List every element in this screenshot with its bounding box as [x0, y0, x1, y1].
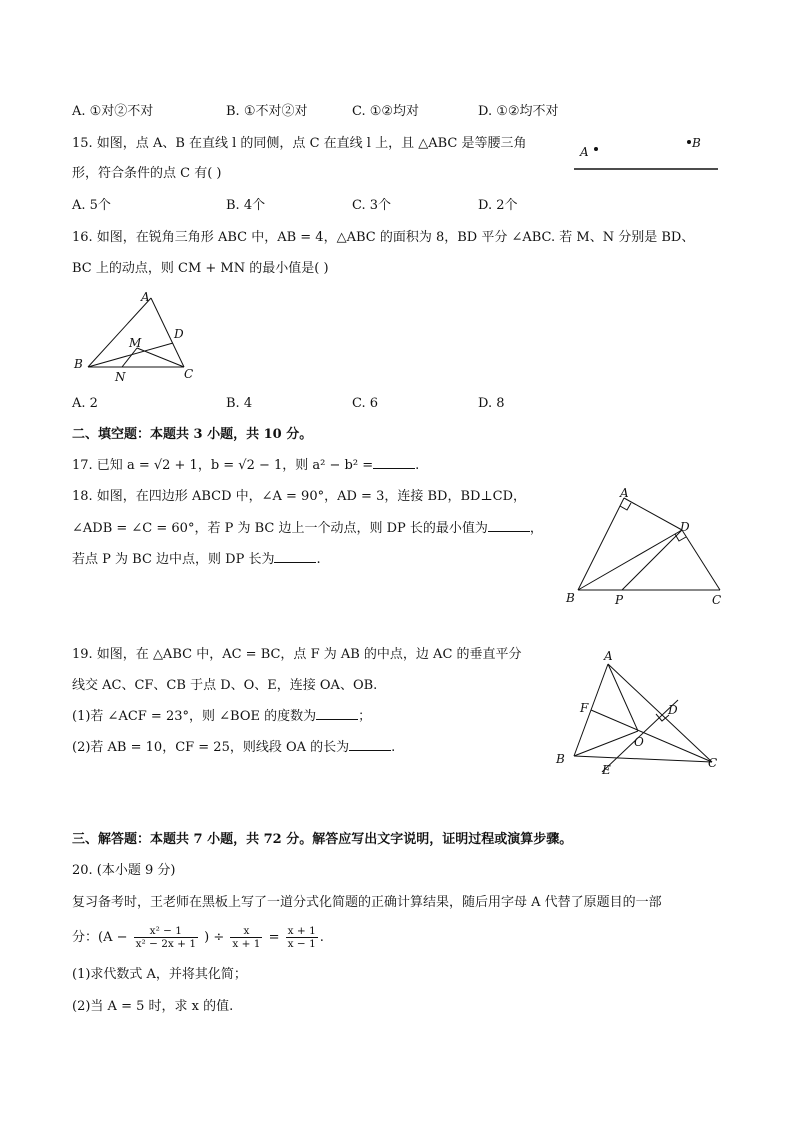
q20-heading: 20. (本小题 9 分): [72, 863, 176, 878]
q17-text-pre: 17. 已知 a = √2 + 1，b = √2 − 1，则 a² − b² =: [72, 458, 374, 473]
q18-text-line3-pre: 若点 P 为 BC 边中点，则 DP 长为: [72, 552, 275, 567]
q19-side-bc: [574, 756, 712, 762]
q18-answer-blank-2[interactable]: [274, 550, 316, 563]
q19-label-o: O: [634, 735, 644, 749]
q18-label-a: A: [620, 486, 629, 500]
q20-fraction-2-denominator: x + 1: [232, 938, 261, 950]
q18-side-ad: [624, 498, 682, 530]
section3-heading: 三、解答题：本题共 7 小题，共 72 分。解答应写出文字说明，证明过程或演算步骤。: [72, 832, 573, 847]
q19-side-ac: [608, 664, 712, 762]
q19-answer-blank-1[interactable]: [316, 707, 358, 720]
q19-label-a: A: [604, 649, 613, 663]
q15-text-line2: 形，符合条件的点 C 有( ): [72, 166, 222, 181]
q16-figure: [70, 286, 200, 386]
q15-label-b: B: [692, 136, 701, 150]
q19-text-line4: [72, 738, 395, 758]
q17-text-post: .: [415, 458, 420, 473]
q16-segment-cm: [137, 348, 184, 367]
q15-point-a: [594, 147, 598, 151]
q19-label-e: E: [602, 763, 611, 777]
q18-side-dc: [682, 530, 720, 590]
q20-fraction-3-denominator: x − 1: [287, 938, 316, 950]
q18-text-line2-post: ，: [529, 521, 543, 536]
q20-fraction-3-numerator: x + 1: [287, 925, 316, 937]
q16-label-d: D: [174, 327, 184, 341]
q20-fraction-3: [286, 925, 318, 950]
q18-answer-blank-1[interactable]: [488, 519, 530, 532]
q15-text-line1: 15. 如图，点 A、B 在直线 l 的同侧，点 C 在直线 l 上，且 △ABC 是等腰三角: [72, 136, 527, 151]
q14-option-a: A. ①对②不对: [72, 104, 154, 119]
q16-text-line2: BC 上的动点，则 CM + MN 的最小值是( ): [72, 261, 329, 276]
q19-label-c: C: [708, 756, 718, 770]
q16-label-n: N: [115, 370, 126, 384]
q19-text-line1: 19. 如图，在 △ABC 中，AC = BC，点 F 为 AB 的中点，边 AC 的垂直平分: [72, 647, 522, 662]
q15-figure: [568, 128, 728, 178]
q18-right-angle-a: [620, 503, 631, 510]
q16-side-ab: [88, 298, 151, 367]
q19-text-line4-pre: (2)若 AB = 10，CF = 25，则线段 OA 的长为: [72, 740, 350, 755]
q15-option-a: A. 5个: [72, 198, 111, 213]
q14-option-c: C. ①②均对: [352, 104, 420, 119]
q18-text-line2-pre: ∠ADB = ∠C = 60°，若 P 为 BC 边上一个动点，则 DP 长的最小值为: [72, 521, 488, 536]
q18-figure: [562, 484, 732, 610]
q16-label-a: A: [141, 290, 150, 304]
q20-fraction-1-denominator: x² − 2x + 1: [135, 938, 197, 950]
q18-text-line3-post: .: [316, 552, 321, 567]
q19-text-line4-post: .: [391, 740, 396, 755]
q18-text-line1: 18. 如图，在四边形 ABCD 中，∠A = 90°，AD = 3，连接 BD，BD⊥CD，: [72, 489, 527, 504]
q15-option-d: D. 2个: [478, 198, 518, 213]
q17-answer-blank[interactable]: [373, 456, 415, 469]
q19-text-line3-pre: (1)若 ∠ACF = 23°，则 ∠BOE 的度数为: [72, 709, 317, 724]
q15-option-c: C. 3个: [352, 198, 392, 213]
q20-subquestion-1: (1)求代数式 A，并将其化简；: [72, 967, 247, 982]
q18-label-p: P: [615, 593, 624, 607]
q15-option-b: B. 4个: [226, 198, 266, 213]
q19-label-f: F: [580, 701, 589, 715]
q20-expression-divide: ) ÷: [204, 930, 225, 945]
q19-label-d: D: [668, 703, 678, 717]
q14-option-d: D. ①②均不对: [478, 104, 559, 119]
q18-label-d: D: [680, 520, 690, 534]
q16-text-line1: 16. 如图，在锐角三角形 ABC 中，AB = 4，△ABC 的面积为 8，BD 平分 ∠ABC. 若 M、N 分别是 BD、: [72, 230, 695, 245]
q19-segment-ob: [574, 731, 638, 756]
q19-figure: [554, 644, 734, 780]
q20-expression-line: [72, 925, 324, 951]
q16-label-b: B: [74, 357, 83, 371]
q15-label-a: A: [580, 145, 589, 159]
q16-option-b: B. 4: [226, 396, 253, 411]
q16-label-m: M: [129, 336, 142, 350]
q16-segment-mn: [122, 348, 137, 367]
q19-answer-blank-2[interactable]: [349, 738, 391, 751]
q14-option-b: B. ①不对②对: [226, 104, 308, 119]
q17-text: [72, 456, 419, 476]
q18-label-b: B: [566, 591, 575, 605]
q20-fraction-1-numerator: x² − 1: [134, 925, 198, 938]
q16-option-a: A. 2: [72, 396, 98, 411]
q18-text-line2: [72, 519, 543, 539]
q20-expression-equals: =: [268, 930, 280, 945]
q20-fraction-2-numerator: x: [230, 925, 262, 938]
q20-expression-start: 分：(A −: [72, 930, 128, 945]
q20-fraction-2: [230, 925, 262, 950]
q19-segment-oa: [608, 664, 638, 731]
q19-segment-cf: [591, 710, 712, 762]
q16-option-d: D. 8: [478, 396, 505, 411]
q19-label-b: B: [556, 752, 565, 766]
q19-text-line3-post: ；: [358, 709, 372, 724]
q16-option-c: C. 6: [352, 396, 379, 411]
q18-text-line3: [72, 550, 321, 570]
q16-label-c: C: [184, 367, 194, 381]
q18-segment-bd: [578, 530, 682, 590]
q20-text-line1: 复习备考时，王老师在黑板上写了一道分式化简题的正确计算结果，随后用字母 A 代替了原题目的一部: [72, 895, 662, 910]
section2-heading: 二、填空题：本题共 3 小题，共 10 分。: [72, 427, 313, 442]
q20-subquestion-2: (2)当 A = 5 时，求 x 的值.: [72, 999, 234, 1014]
q20-fraction-1: [134, 925, 198, 950]
q18-label-c: C: [712, 593, 722, 607]
q19-text-line3: [72, 707, 371, 727]
q20-expression-end: .: [319, 930, 324, 945]
q19-text-line2: 线交 AC、CF、CB 于点 D、O、E，连接 OA、OB.: [72, 678, 378, 693]
q15-point-b: [687, 140, 691, 144]
